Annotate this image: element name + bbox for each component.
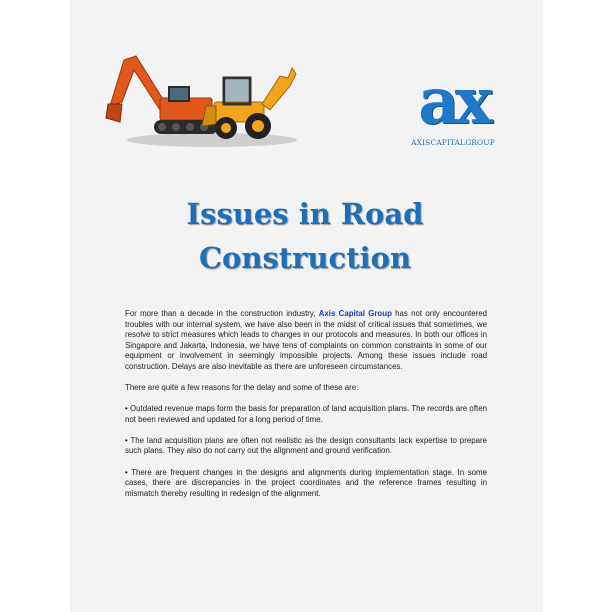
bullet-item: • Outdated revenue maps form the basis for preparation of land acquisition plans. The records are often not been reviewed and updated for a long period of time. bbox=[125, 404, 487, 424]
intro-paragraph bbox=[125, 309, 487, 373]
logo-wordmark: AXISCAPITALGROUP bbox=[411, 138, 495, 147]
bullet-item: • The land acquisition plans are often not realistic as the design consultants lack expertise to prepare such plans. They also do not carry out the alignment and ground verification. bbox=[125, 435, 487, 456]
intro-text-end: has not only encountered troubles with our internal system, we have also been in the midst of critical issues that sometimes, we resolve to strict measures which leads to changes in our protocols and measures. In both our offices in Singapore and Jakarta, Indonesia, we have tens of complaints on common constraints in some of our equipment or involvement in seemingly impossible projects. Among these issues include road construction. Delays are also inevitable as there are unforeseen circumstances. bbox=[125, 309, 487, 371]
title-line-1: Issues in Road bbox=[186, 197, 424, 231]
document-title bbox=[110, 192, 500, 280]
document-body bbox=[125, 309, 487, 510]
excavator bbox=[106, 56, 218, 134]
backhoe-loader bbox=[202, 68, 296, 139]
logo-mark: ax bbox=[418, 64, 488, 139]
lead-paragraph: There are quite a few reasons for the delay and some of these are: bbox=[125, 383, 359, 393]
bullet-item: • There are frequent changes in the designs and alignments during implementation stage. In some cases, there are discrepancies in the project coordinates and the reference frames resulting in mismatch thereby resulting in redesign of the alignment. bbox=[125, 467, 487, 498]
title-line-2: Construction bbox=[198, 241, 412, 275]
company-logo bbox=[398, 64, 508, 152]
construction-machines-image bbox=[102, 48, 297, 150]
ground-shadow bbox=[127, 133, 297, 147]
company-name: Axis Capital Group bbox=[318, 309, 392, 318]
intro-text-start: For more than a decade in the construction industry, bbox=[125, 309, 319, 318]
